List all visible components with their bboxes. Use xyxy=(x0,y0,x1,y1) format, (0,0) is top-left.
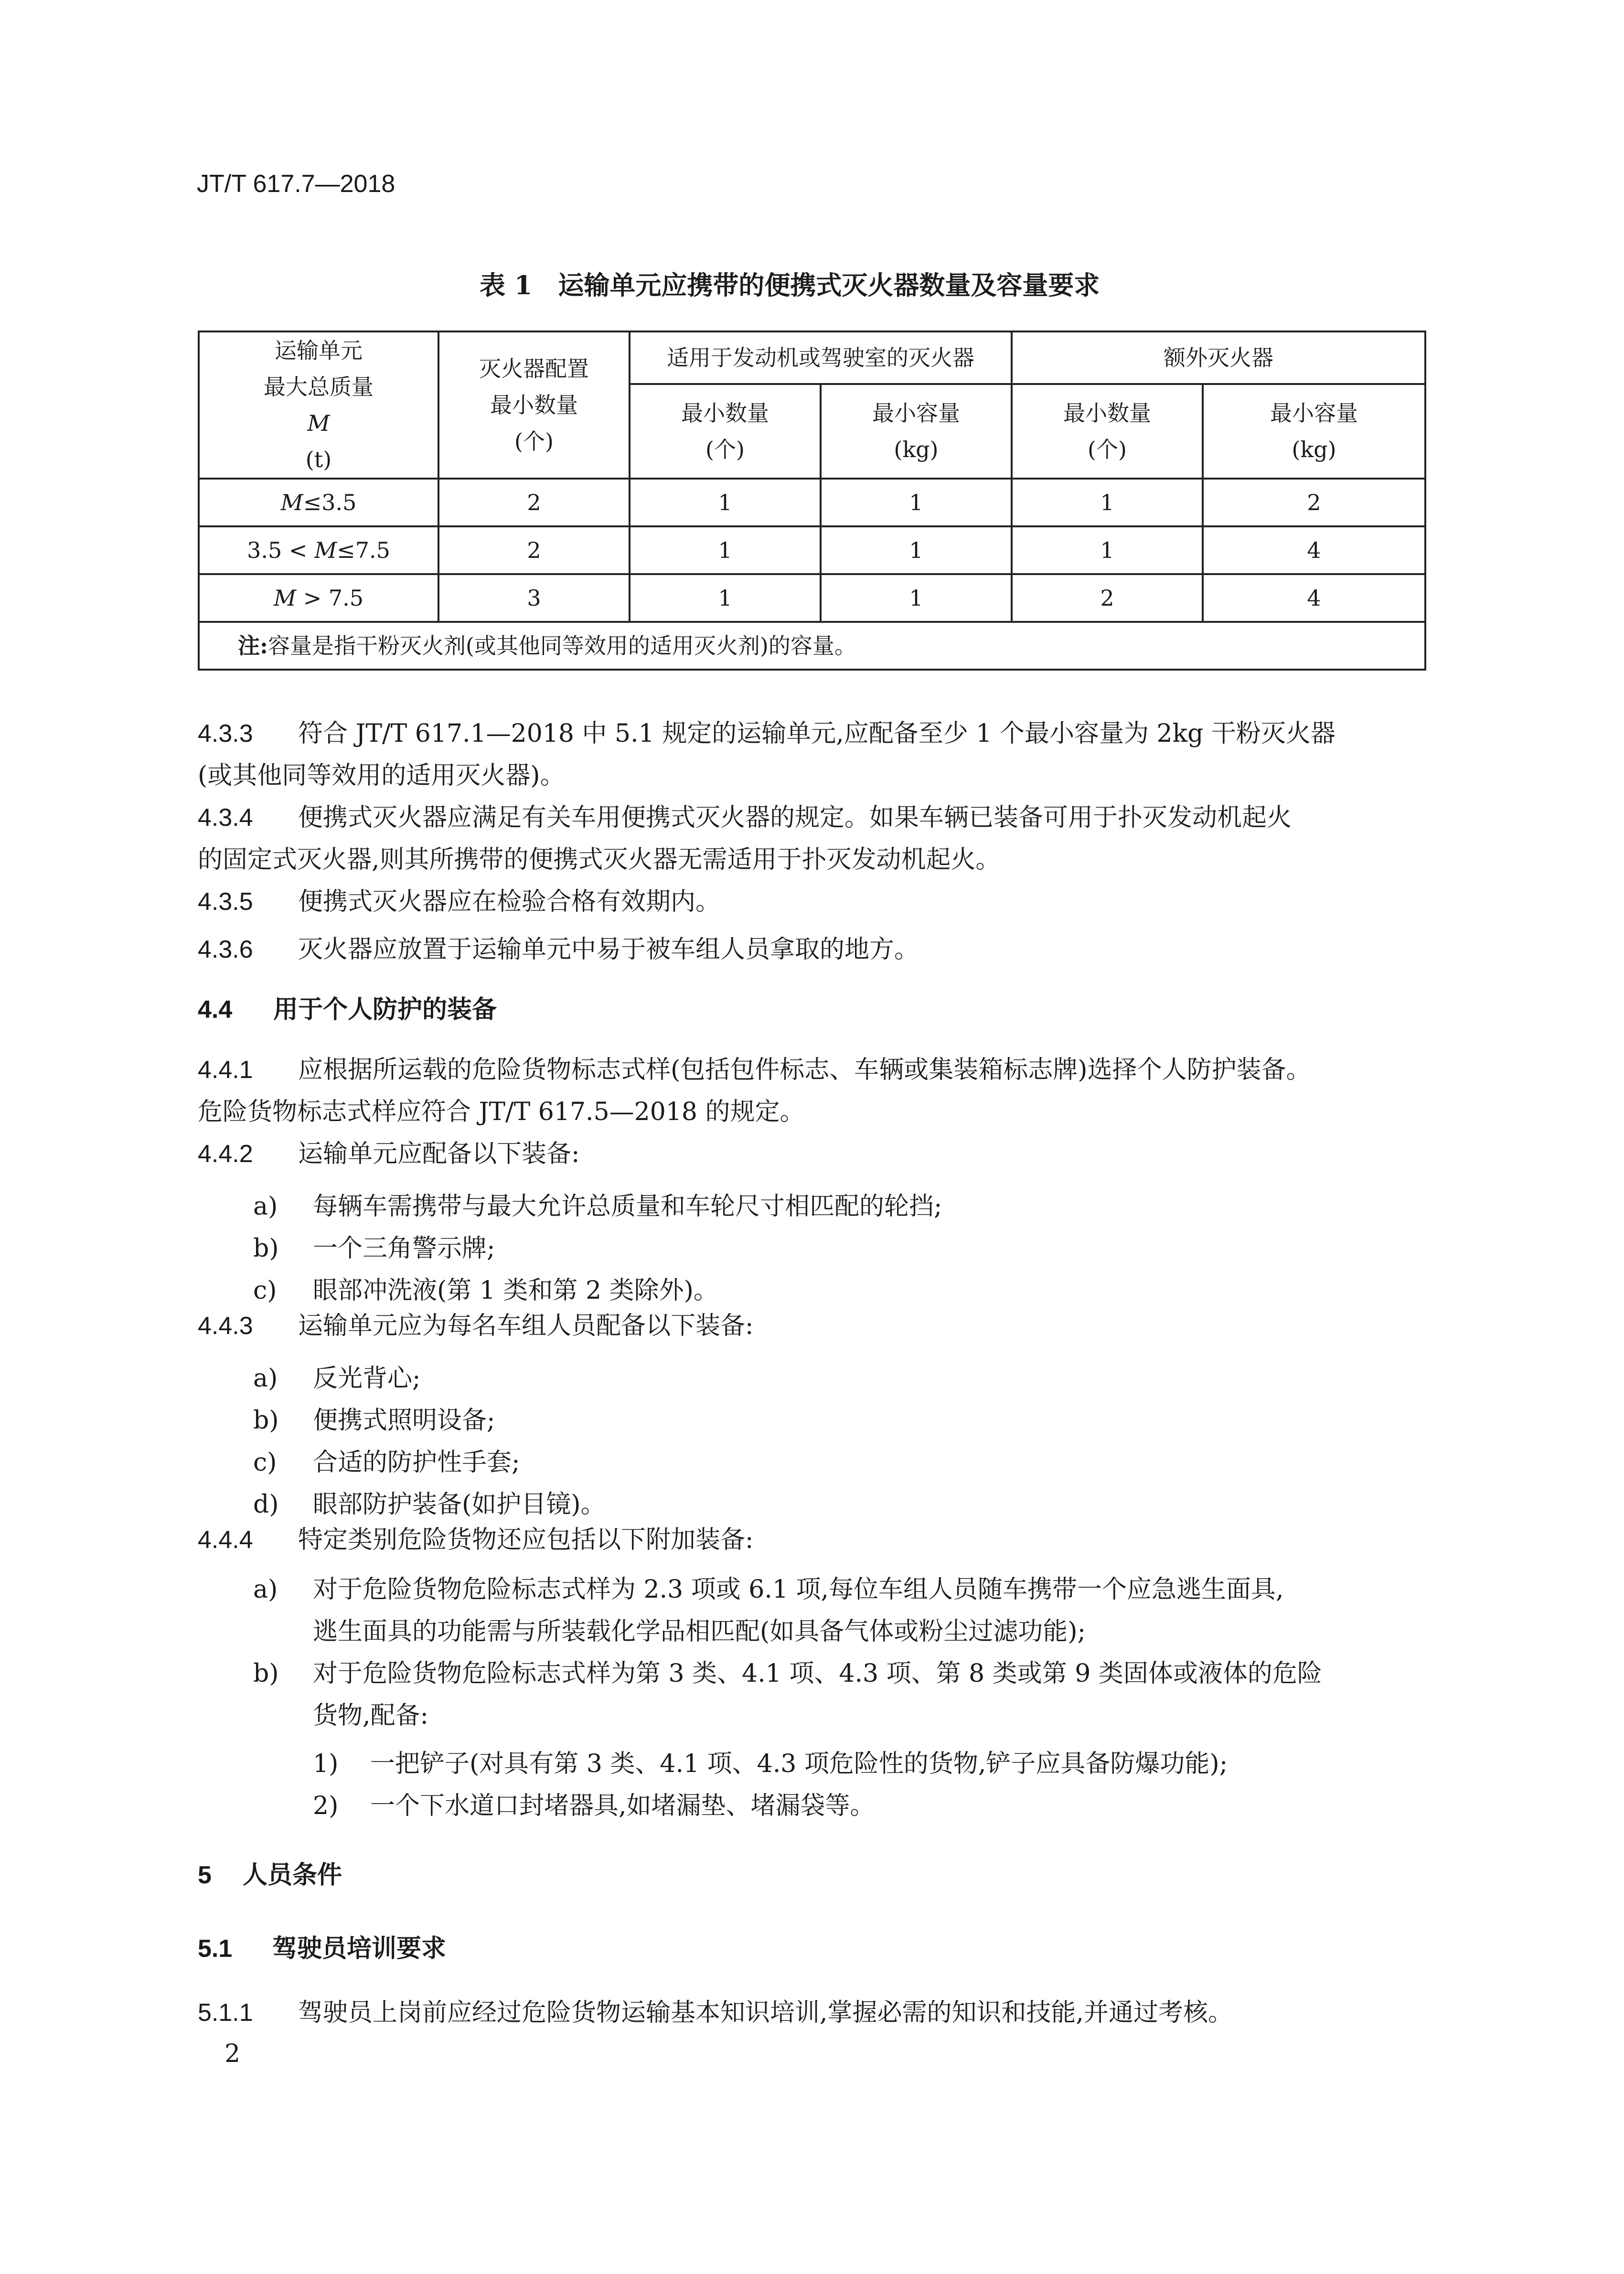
sub-list-item: 1) 一把铲子(对具有第 3 类、4.1 项、4.3 项危险性的货物,铲子应具备防爆功能); xyxy=(313,1750,1228,1778)
cell-total: 3 xyxy=(438,574,630,622)
document-id-header: JT/T 617.7—2018 xyxy=(197,170,395,198)
section-5-1-heading: 5.1 驾驶员培训要求 xyxy=(198,1935,447,1963)
table-row xyxy=(199,479,1425,526)
cell-extra-qty: 1 xyxy=(1012,526,1203,574)
cell-extra-cap: 2 xyxy=(1203,479,1425,526)
list-item: d) 眼部防护装备(如护目镜)。 xyxy=(253,1490,606,1519)
clause-4-3-6: 4.3.6 灭火器应放置于运输单元中易于被车组人员拿取的地方。 xyxy=(198,935,919,964)
list-item: b) 便携式照明设备; xyxy=(253,1406,495,1435)
page-number: 2 xyxy=(224,2039,241,2068)
list-item: c) 眼部冲洗液(第 1 类和第 2 类除外)。 xyxy=(253,1276,718,1305)
table-title: 表 1 运输单元应携带的便携式灭火器数量及容量要求 xyxy=(480,270,1100,300)
list-item: a) 每辆车需携带与最大允许总质量和车轮尺寸相匹配的轮挡; xyxy=(253,1192,942,1221)
clause-5-1-1: 5.1.1 驾驶员上岗前应经过危险货物运输基本知识培训,掌握必需的知识和技能,并通过考核。 xyxy=(198,1998,1233,2027)
clause-4-3-5: 4.3.5 便携式灭火器应在检验合格有效期内。 xyxy=(198,887,721,916)
section-4-4-heading: 4.4 用于个人防护的装备 xyxy=(198,996,497,1024)
header-extra-extinguisher: 额外灭火器 xyxy=(1012,331,1425,384)
cell-engine-qty: 1 xyxy=(630,574,821,622)
extinguisher-requirements-table xyxy=(198,331,1426,671)
clause-4-4-3: 4.4.3 运输单元应为每名车组人员配备以下装备: xyxy=(198,1312,754,1340)
table-note: 注:容量是指干粉灭火剂(或其他同等效用的适用灭火剂)的容量。 xyxy=(199,622,1425,670)
clause-4-3-3: 4.3.3 符合 JT/T 617.1—2018 中 5.1 规定的运输单元,应配备至少 1 个最小容量为 2kg 干粉灭火器 (或其他同等效用的适用灭火器)。 xyxy=(198,719,1336,790)
table-row xyxy=(199,574,1425,622)
cell-engine-qty: 1 xyxy=(630,526,821,574)
list-item: b) 一个三角警示牌; xyxy=(253,1234,495,1263)
clause-4-4-1: 4.4.1 应根据所运载的危险货物标志式样(包括包件标志、车辆或集装箱标志牌)选择个人防护装备。 危险货物标志式样应符合 JT/T 617.5—2018 的规定。 xyxy=(198,1056,1311,1126)
cell-total: 2 xyxy=(438,479,630,526)
clause-4-4-4: 4.4.4 特定类别危险货物还应包括以下附加装备: xyxy=(198,1526,754,1554)
list-item: b) 对于危险货物危险标志式样为第 3 类、4.1 项、4.3 项、第 8 类或第 9 类固体或液体的危险 货物,配备: xyxy=(253,1659,1322,1730)
cell-extra-cap: 4 xyxy=(1203,574,1425,622)
cell-mass: 3.5 < M≤7.5 xyxy=(199,526,438,574)
cell-engine-cap: 1 xyxy=(821,574,1012,622)
clause-4-4-2: 4.4.2 运输单元应配备以下装备: xyxy=(198,1140,580,1168)
cell-total: 2 xyxy=(438,526,630,574)
header-extra-min-cap: 最小容量 (kg) xyxy=(1203,384,1425,479)
header-engine-min-qty: 最小数量 (个) xyxy=(630,384,821,479)
header-max-mass: 运输单元 最大总质量 M (t) xyxy=(199,331,438,479)
clause-4-3-4: 4.3.4 便携式灭火器应满足有关车用便携式灭火器的规定。如果车辆已装备可用于扑灭发动机起火 的固定式灭火器,则其所携带的便携式灭火器无需适用于扑灭发动机起火。 xyxy=(198,803,1292,874)
header-extra-min-qty: 最小数量 (个) xyxy=(1012,384,1203,479)
list-item: a) 反光背心; xyxy=(253,1364,421,1393)
sub-list-item: 2) 一个下水道口封堵器具,如堵漏垫、堵漏袋等。 xyxy=(313,1792,875,1820)
cell-mass: M≤3.5 xyxy=(199,479,438,526)
header-min-total: 灭火器配置 最小数量 (个) xyxy=(438,331,630,479)
cell-mass: M > 7.5 xyxy=(199,574,438,622)
list-item: c) 合适的防护性手套; xyxy=(253,1448,520,1477)
list-item: a) 对于危险货物危险标志式样为 2.3 项或 6.1 项,每位车组人员随车携带一个应急逃生面具, 逃生面具的功能需与所装载化学品相匹配(如具备气体或粉尘过滤功能); xyxy=(253,1575,1284,1646)
cell-engine-qty: 1 xyxy=(630,479,821,526)
cell-extra-cap: 4 xyxy=(1203,526,1425,574)
cell-extra-qty: 2 xyxy=(1012,574,1203,622)
table-row xyxy=(199,526,1425,574)
cell-engine-cap: 1 xyxy=(821,526,1012,574)
cell-engine-cap: 1 xyxy=(821,479,1012,526)
cell-extra-qty: 1 xyxy=(1012,479,1203,526)
header-engine-min-cap: 最小容量 (kg) xyxy=(821,384,1012,479)
header-engine-extinguisher: 适用于发动机或驾驶室的灭火器 xyxy=(630,331,1012,384)
section-5-heading: 5 人员条件 xyxy=(198,1861,342,1889)
